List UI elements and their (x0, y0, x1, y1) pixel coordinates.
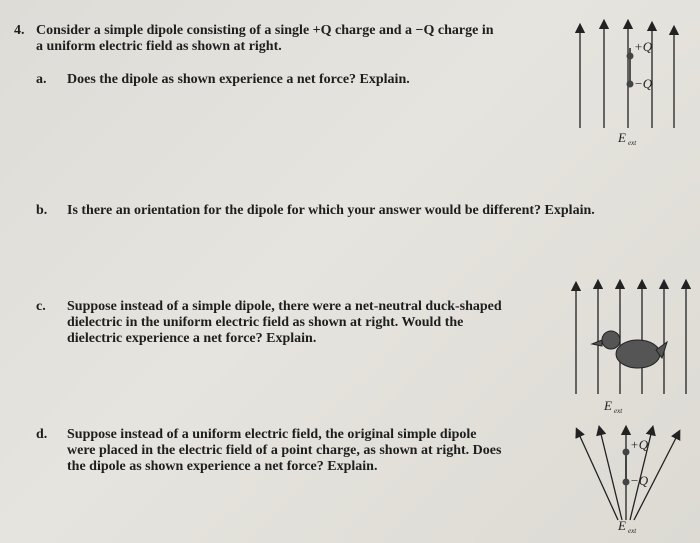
plus-q-label: +Q (634, 39, 653, 54)
field-label: E (618, 518, 626, 533)
positive-charge (623, 449, 630, 456)
field-subscript: ext (614, 407, 623, 415)
part-a-letter: a. (36, 72, 47, 87)
plus-q-label: +Q (630, 437, 649, 452)
bleed-through-text (60, 118, 64, 134)
part-d-line-1: Suppose instead of a uniform electric field, the original simple dipole (67, 427, 477, 442)
negative-charge (627, 81, 634, 88)
part-c-line-3: dielectric experience a net force? Explain. (67, 331, 317, 346)
field-subscript: ext (628, 139, 637, 147)
negative-charge (623, 479, 630, 486)
question-4-number: 4. (14, 23, 25, 38)
minus-q-label: −Q (634, 76, 653, 91)
positive-charge (627, 53, 634, 60)
point-charge-field-figure (572, 422, 687, 542)
uniform-field-dipole-figure (570, 18, 680, 158)
minus-q-label: −Q (630, 473, 649, 488)
part-d-line-3: the dipole as shown experience a net force? Explain. (67, 459, 378, 474)
field-label: E (618, 130, 626, 145)
field-label: E (604, 398, 612, 413)
part-b-letter: b. (36, 203, 48, 218)
part-a-text: Does the dipole as shown experience a net force? Explain. (67, 72, 410, 87)
duck-shape (592, 331, 667, 368)
part-b-text: Is there an orientation for the dipole for which your answer would be different? Explain. (67, 203, 595, 218)
field-subscript: ext (628, 527, 637, 535)
part-d-letter: d. (36, 427, 48, 442)
question-4-line-2: a uniform electric field as shown at right. (36, 39, 282, 54)
part-d-line-2: were placed in the electric field of a point charge, as shown at right. Does (67, 443, 502, 458)
field-line (600, 430, 622, 520)
question-4-line-1: Consider a simple dipole consisting of a single +Q charge and a −Q charge in (36, 23, 494, 38)
part-c-line-1: Suppose instead of a simple dipole, there were a net-neutral duck-shaped (67, 299, 502, 314)
part-c-line-2: dielectric in the uniform electric field as shown at right. Would the (67, 315, 464, 330)
part-c-letter: c. (36, 299, 46, 314)
field-line (578, 432, 618, 520)
duck-dielectric-figure (568, 272, 693, 422)
